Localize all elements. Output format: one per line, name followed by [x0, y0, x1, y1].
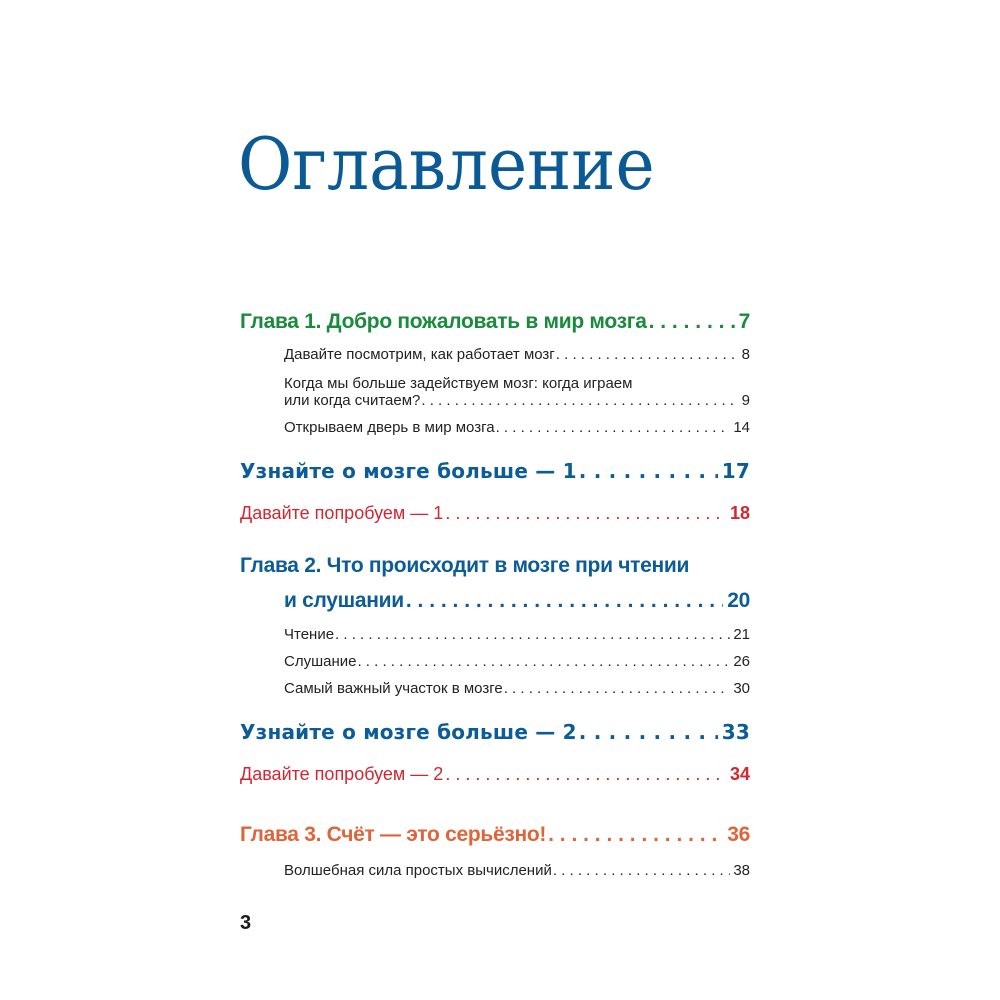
toc-chapter-2-page: 20	[727, 589, 750, 612]
toc-learn-more-2-page: 33	[721, 720, 750, 744]
toc-try-it-2[interactable]	[240, 764, 750, 785]
toc-item-page: 21	[733, 626, 750, 643]
toc-chapter-1-label: Глава 1. Добро пожаловать в мир мозга	[240, 310, 647, 333]
toc-item-page: 30	[733, 680, 750, 697]
toc-try-it-2-page: 34	[729, 764, 750, 784]
toc-chapter-2-label-line2: и слушании	[284, 589, 404, 612]
toc-chapter-1[interactable]	[240, 310, 750, 334]
toc-learn-more-1[interactable]	[240, 459, 750, 483]
toc-item[interactable]	[284, 653, 750, 670]
leader-dots	[335, 626, 730, 643]
toc-chapter-2-line1[interactable]	[240, 554, 750, 578]
leader-dots	[406, 589, 723, 613]
leader-dots	[556, 346, 739, 363]
toc-learn-more-1-label: Узнайте о мозге больше — 1	[240, 459, 577, 483]
toc-chapter-2-label-line1: Глава 2. Что происходит в мозге при чтении	[240, 554, 690, 577]
toc-learn-more-2-label: Узнайте о мозге больше — 2	[240, 720, 577, 744]
toc-try-it-1-label: Давайте попробуем — 1	[240, 503, 444, 523]
leader-dots	[421, 392, 738, 409]
toc-item-page: 38	[733, 862, 750, 879]
toc-try-it-1[interactable]	[240, 503, 750, 524]
toc-item-label: Слушание	[284, 653, 357, 670]
toc-item[interactable]	[284, 680, 750, 697]
leader-dots	[579, 459, 718, 483]
toc-chapter-2[interactable]	[284, 589, 750, 613]
leader-dots	[553, 862, 730, 879]
toc-item[interactable]	[284, 862, 750, 879]
toc-learn-more-2[interactable]	[240, 720, 750, 744]
toc-item-label-line1: Когда мы больше задействуем мозг: когда играем	[284, 375, 633, 392]
toc-item-page: 9	[741, 392, 750, 409]
toc-item[interactable]	[284, 375, 750, 409]
page-title: Оглавление	[238, 122, 655, 206]
toc-item[interactable]	[284, 626, 750, 643]
toc-try-it-2-label: Давайте попробуем — 2	[240, 764, 444, 784]
toc-item-label: Волшебная сила простых вычислений	[284, 862, 552, 879]
toc-item-page: 14	[733, 419, 750, 436]
toc-chapter-3-page: 36	[727, 823, 750, 846]
leader-dots	[445, 503, 726, 524]
leader-dots	[649, 310, 735, 334]
toc-item-label: Самый важный участок в мозге	[284, 680, 503, 697]
toc-chapter-3-label: Глава 3. Счёт — это серьёзно!	[240, 823, 547, 846]
toc-chapter-1-page: 7	[738, 310, 750, 333]
toc-item-page: 8	[741, 346, 750, 363]
toc-item-label: Чтение	[284, 626, 335, 643]
toc-item-label: Давайте посмотрим, как работает мозг	[284, 346, 555, 363]
leader-dots	[548, 823, 723, 847]
toc-item[interactable]	[284, 419, 750, 436]
leader-dots	[496, 419, 731, 436]
toc-item[interactable]	[284, 346, 750, 363]
toc-item-label: Открываем дверь в мир мозга	[284, 419, 495, 436]
leader-dots	[504, 680, 731, 697]
leader-dots	[357, 653, 730, 670]
toc-learn-more-1-page: 17	[721, 459, 750, 483]
leader-dots	[445, 764, 726, 785]
toc-item-label-line2: или когда считаем?	[284, 392, 421, 409]
leader-dots	[579, 720, 718, 744]
toc-item-page: 26	[733, 653, 750, 670]
toc-try-it-1-page: 18	[729, 503, 750, 523]
page-number: 3	[240, 912, 252, 934]
toc-chapter-3[interactable]	[240, 823, 750, 847]
